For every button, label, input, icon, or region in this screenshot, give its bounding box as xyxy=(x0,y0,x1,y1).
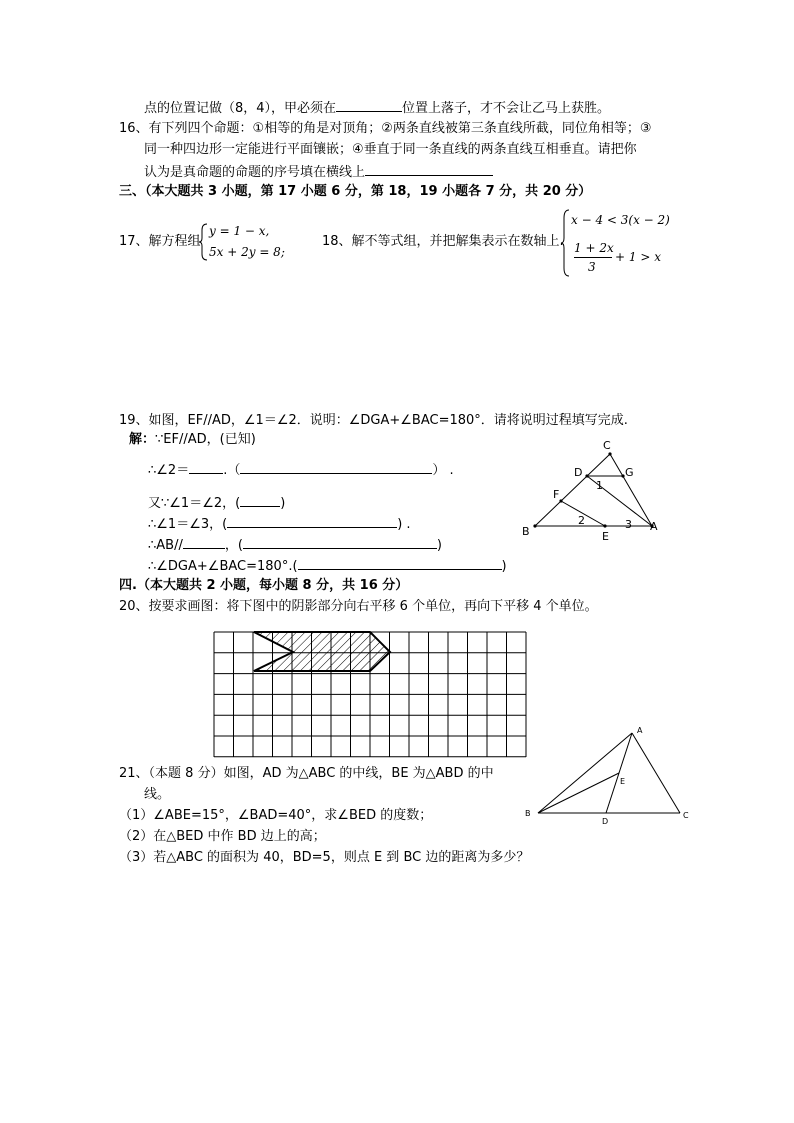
fig19-label-f: F xyxy=(553,488,560,501)
fig19-angle2: 2 xyxy=(578,514,585,527)
q16-line3-text: 认为是真命题的命题的序号填在横线上 xyxy=(144,165,366,180)
q19-blank-reason1[interactable] xyxy=(240,460,432,474)
q19-step3 xyxy=(148,514,411,534)
q16-line2: 同一种四边形一定能进行平面镶嵌；④垂直于同一条直线的两条直线互相垂直。请把你 xyxy=(144,142,637,157)
q17-brace xyxy=(199,222,209,262)
q18-denominator: 3 xyxy=(588,260,596,274)
q19-step4-end: ) xyxy=(436,538,442,553)
fig19-point-d xyxy=(585,474,588,477)
q19-step2-pre: 又∵∠1＝∠2，( xyxy=(148,496,241,511)
fig19-label-d: D xyxy=(574,466,583,479)
q19-sol0: ∵EF//AD，(已知) xyxy=(155,432,256,447)
q16-line1: 16、有下列四个命题：①相等的角是对顶角；②两条直线被第三条直线所截，同位角相等；③ xyxy=(119,121,652,136)
fig19-side-ca xyxy=(610,454,652,526)
fig21-label-a: A xyxy=(637,726,643,735)
q17-eq2: 5x + 2y = 8; xyxy=(209,245,285,259)
fig19-label-c: C xyxy=(603,439,611,452)
q19-step2 xyxy=(148,493,285,513)
q21-line1: 21、（本题 8 分）如图，AD 为△ABC 的中线，BE 为△ABD 的中 xyxy=(119,766,494,781)
q21-figure xyxy=(520,722,695,830)
q19-stem: 19、如图，EF//AD，∠1＝∠2．说明：∠DGA+∠BAC=180°．请将说明过程填写完成. xyxy=(119,413,628,428)
section4-heading: 四.（本大题共 2 小题，每小题 8 分，共 16 分） xyxy=(119,578,409,593)
q18-ineq2-rest: + 1 > x xyxy=(615,250,661,264)
q19-step1-pre: ∴∠2＝ xyxy=(148,463,190,478)
q19-blank-reason5[interactable] xyxy=(298,556,502,570)
q19-step1-mid: .（ xyxy=(223,463,241,478)
fig21-side-ac xyxy=(632,733,680,813)
q18-label: 18、解不等式组，并把解集表示在数轴上. xyxy=(322,234,564,249)
q19-blank-reason4[interactable] xyxy=(243,535,437,549)
fig19-point-f xyxy=(559,499,562,502)
q19-blank-reason2[interactable] xyxy=(240,493,280,507)
q19-sol-label: 解： xyxy=(129,432,156,447)
fig19-point-e xyxy=(603,524,606,527)
fig19-label-a: A xyxy=(650,520,658,533)
fig19-angle1: 1 xyxy=(596,479,603,492)
q21-part2: （2）在△BED 中作 BD 边上的高； xyxy=(119,829,326,844)
q20-shaded-shape[interactable] xyxy=(254,632,390,671)
q20-text: 20、按要求画图：将下图中的阴影部分向右平移 6 个单位，再向下平移 4 个单位。 xyxy=(119,599,598,614)
fig21-label-c: C xyxy=(683,811,689,820)
q21-line2: 线。 xyxy=(144,787,171,802)
q19-step5 xyxy=(148,556,507,576)
q17-eq1: y = 1 − x, xyxy=(209,224,270,238)
q19-step2-end: ) xyxy=(280,496,286,511)
fig19-point-c xyxy=(608,452,611,455)
q19-step1-end: ） . xyxy=(432,463,454,478)
fig19-label-b: B xyxy=(522,525,530,538)
q19-step1 xyxy=(148,460,454,480)
q21-part1: （1）∠ABE=15°，∠BAD=40°，求∠BED 的度数； xyxy=(119,808,433,823)
q15-text: 点的位置记做（8，4），甲必须在 xyxy=(144,101,337,116)
q19-blank-parallel[interactable] xyxy=(183,535,225,549)
q15-answer-blank[interactable] xyxy=(336,98,402,112)
q16-answer-blank[interactable] xyxy=(365,162,493,176)
fig19-point-b xyxy=(533,524,536,527)
q19-step4-mid: ，( xyxy=(224,538,243,553)
fig21-label-e: E xyxy=(620,777,626,786)
q19-step4-pre: ∴AB// xyxy=(148,538,183,553)
q19-step5-pre: ∴∠DGA+∠BAC=180°.( xyxy=(148,559,298,574)
q15-line xyxy=(144,98,610,118)
section3-heading: 三、（本大题共 3 小题，第 17 小题 6 分，第 18，19 小题各 7 分，共 20 分） xyxy=(119,184,592,199)
q18-numerator: 1 + 2x xyxy=(574,241,614,255)
q19-step5-end: ) xyxy=(501,559,507,574)
fig21-label-d: D xyxy=(602,817,609,826)
q17-label: 17、解方程组 xyxy=(119,234,201,249)
q16-line3 xyxy=(144,162,493,182)
q19-blank-angle2[interactable] xyxy=(189,460,223,474)
fig21-label-b: B xyxy=(525,809,531,818)
fig19-label-g: G xyxy=(625,466,634,479)
q20-grid-figure xyxy=(210,625,535,763)
fig19-angle3: 3 xyxy=(625,518,632,531)
q19-figure xyxy=(515,437,665,545)
q18-brace xyxy=(561,208,571,278)
fig19-label-e: E xyxy=(602,530,609,543)
q19-blank-reason3[interactable] xyxy=(227,514,397,528)
q19-step4 xyxy=(148,535,442,555)
q19-step3-pre: ∴∠1＝∠3，( xyxy=(148,517,228,532)
q19-sol0-line xyxy=(129,431,256,449)
q15-text-end: 位置上落子，才不会让乙马上获胜。 xyxy=(402,101,611,116)
q21-part3: （3）若△ABC 的面积为 40，BD=5，则点 E 到 BC 边的距离为多少？ xyxy=(119,850,530,865)
q18-ineq1: x − 4 < 3(x − 2) xyxy=(571,213,670,227)
q19-step3-end: ) . xyxy=(397,517,411,532)
